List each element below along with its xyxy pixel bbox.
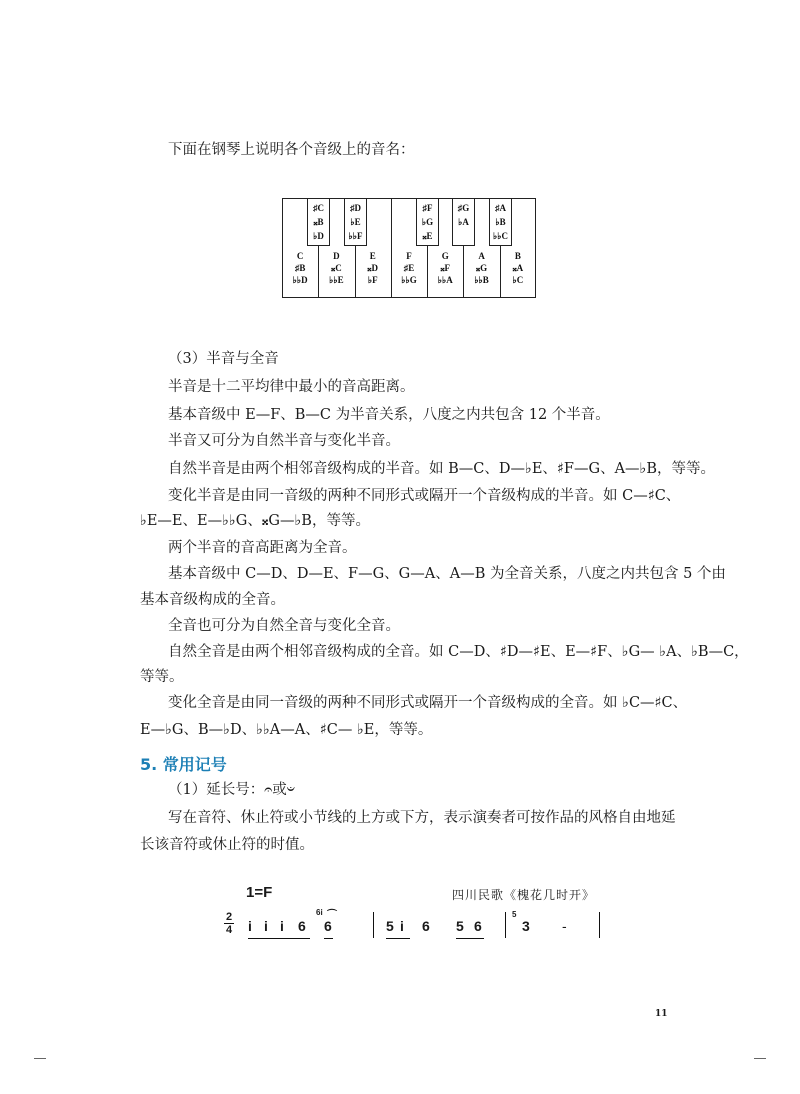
para-2: 基本音级中 E—F、B—C 为半音关系，八度之内共包含 12 个半音。: [168, 407, 610, 423]
para-1: 半音是十二平均律中最小的音高距离。: [168, 379, 415, 395]
note-name: ♭D: [313, 231, 324, 241]
note-name: B: [514, 251, 521, 261]
white-key-label: [318, 250, 354, 286]
score-key-signature: 1=F: [246, 884, 273, 901]
note-name: ♯D: [350, 203, 361, 213]
note-name: ♭♭G: [401, 275, 417, 285]
white-key-label: [355, 250, 391, 286]
black-key-label: [345, 201, 367, 243]
note-name: 𝄪E: [422, 231, 433, 241]
time-top: 2: [225, 911, 233, 923]
note-name: ♭♭B: [474, 275, 489, 285]
note: i: [248, 918, 252, 934]
black-key-label: [453, 201, 475, 229]
note: 5: [386, 918, 394, 934]
note-name: ♭♭F: [348, 231, 363, 241]
note-name: D: [333, 251, 340, 261]
note-name: F: [406, 251, 412, 261]
para-7: 基本音级中 C—D、D—E、F—G、G—A、A—B 为全音关系，八度之内共包含 5 个由: [168, 566, 726, 582]
section-body-line2: 长该音符或休止符的时值。: [140, 837, 314, 853]
note: i: [280, 918, 284, 934]
note: 3: [522, 918, 530, 934]
crop-mark-right: [754, 1058, 766, 1059]
note-name: 𝄪G: [476, 263, 488, 273]
black-key-label: [308, 201, 330, 243]
time-signature: [224, 912, 234, 935]
note-name: ♭G: [421, 217, 434, 227]
para-4: 自然半音是由两个相邻音级构成的半音。如 B—C、D—♭E、♯F—G、A—♭B，等等。: [168, 461, 716, 477]
note: 6: [298, 918, 306, 934]
note-name: ♭♭D: [292, 275, 308, 285]
para-10: 变化全音是由同一音级的两种不同形式或隔开一个音级构成的全音。如 ♭C—♯C、: [168, 695, 688, 711]
time-bottom: 4: [225, 924, 233, 936]
note-name: ♯G: [457, 203, 470, 213]
intro-text: 下面在钢琴上说明各个音级上的音名：: [168, 142, 415, 158]
para-9-cont: 等等。: [140, 669, 184, 685]
note-name: 𝄪B: [313, 217, 324, 227]
para-5: 变化半音是由同一音级的两种不同形式或隔开一个音级构成的半音。如 C—♯C、: [168, 488, 681, 504]
note: 6: [422, 918, 430, 934]
fermata-icon: ⌒: [327, 910, 337, 921]
para-3: 半音又可分为自然半音与变化半音。: [168, 433, 400, 449]
note-name: ♭F: [367, 275, 378, 285]
note-name: ♯C: [313, 203, 324, 213]
note-name: G: [441, 251, 449, 261]
section-subheading: （1）延长号：𝄐或𝄑: [168, 782, 295, 798]
para-9: 自然全音是由两个相邻音级构成的全音。如 C—D、♯D—♯E、E—♯F、♭G— ♭A、♭B—C，: [168, 644, 749, 660]
para-8: 全音也可分为自然全音与变化全音。: [168, 618, 400, 634]
para-10-cont: E—♭G、B—♭D、♭♭A—A、♯C— ♭E，等等。: [140, 722, 433, 738]
note-name: ♭A: [458, 217, 469, 227]
section-title: 5. 常用记号: [140, 755, 227, 774]
barline: [373, 912, 374, 938]
note-name: A: [478, 251, 485, 261]
section-body-line1: 写在音符、休止符或小节线的上方或下方，表示演奏者可按作品的风格自由地延: [168, 810, 676, 826]
grace-notes: 6i: [316, 908, 323, 917]
para-7-cont: 基本音级构成的全音。: [140, 592, 285, 608]
para-5-cont: ♭E—E、E—♭♭G、𝄪G—♭B，等等。: [140, 513, 370, 529]
note-name: E: [369, 251, 376, 261]
note: 5: [456, 918, 464, 934]
note-name: ♯F: [422, 203, 433, 213]
grace-note: 5: [512, 910, 517, 919]
note-name: 𝄪C: [331, 263, 342, 273]
barline: [505, 912, 506, 938]
note-name: ♭♭E: [329, 275, 344, 285]
note-name: ♭♭C: [493, 231, 508, 241]
barline: [599, 912, 600, 938]
note-name: ♭E: [350, 217, 361, 227]
score-source: 四川民歌《槐花几时开》: [452, 888, 596, 902]
note-name: ♭B: [495, 217, 506, 227]
white-key-label: [427, 250, 463, 286]
white-key-label: [463, 250, 499, 286]
note-name: ♯E: [403, 263, 415, 273]
para-half-whole-heading: （3）半音与全音: [168, 351, 279, 367]
dash: -: [562, 918, 567, 934]
note: 6: [324, 918, 332, 934]
note-name: ♭♭A: [437, 275, 453, 285]
note-name: ♯B: [294, 263, 306, 273]
black-key-label: [490, 201, 512, 243]
note-name: ♯A: [495, 203, 506, 213]
crop-mark-left: [34, 1058, 46, 1059]
note-name: 𝄪F: [440, 263, 451, 273]
white-key-label: [282, 250, 318, 286]
note: i: [264, 918, 268, 934]
note: i: [400, 918, 404, 934]
white-key-label: [391, 250, 427, 286]
white-key-label: [500, 250, 536, 286]
note-name: 𝄪A: [512, 263, 524, 273]
note-name: 𝄪D: [367, 263, 378, 273]
para-6: 两个半音的音高距离为全音。: [168, 540, 357, 556]
page-number: 11: [655, 1009, 668, 1019]
note-name: ♭C: [512, 275, 524, 285]
note-name: C: [296, 251, 304, 261]
note: 6: [474, 918, 482, 934]
black-key-label: [417, 201, 439, 243]
